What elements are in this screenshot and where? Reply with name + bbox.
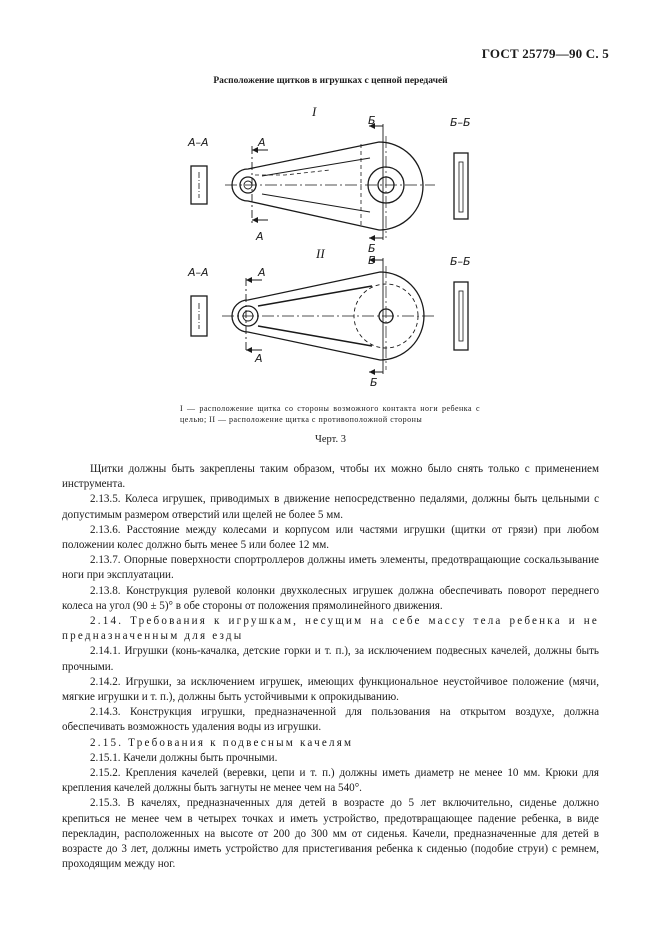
- label-a-bottom-2: А: [255, 352, 263, 365]
- paragraph: 2.15.1. Качели должны быть прочными.: [90, 751, 278, 764]
- label-section-bb-2: Б–Б: [450, 255, 471, 268]
- figure-caption: I — расположение щитка со стороны возможного контакта ноги ребенка с целью; II — расположение щитка с противоположной стороны: [180, 404, 480, 424]
- paragraph: 2.14.1. Игрушки (конь-качалка, детские горки и т. п.), за исключением подвесных качелей, должны быть прочными.: [62, 645, 599, 673]
- page-header: ГОСТ 25779—90 С. 5: [481, 46, 609, 61]
- label-b-top-1: Б: [368, 114, 376, 127]
- paragraph: 2.13.6. Расстояние между колесами и корпусом или частями игрушки (щитки от грязи) при любом положении колес должно быть менее 5 или более 12 мм.: [62, 523, 599, 552]
- label-roman-2: II: [316, 246, 325, 261]
- paragraph: 2.14.3. Конструкция игрушки, предназначенной для пользования на открытом воздухе, должна обеспечивать возможность удаления воды из игрушки.: [62, 706, 599, 734]
- drawing-variant-1: [191, 123, 468, 241]
- label-a-top-1: А: [258, 136, 266, 149]
- paragraph: 2.13.5. Колеса игрушек, приводимых в движение непосредственно педалями, должны быть цельными с допустимым размером отверстий или щелей не более 5 мм.: [62, 493, 599, 521]
- section-heading: 2.15. Требования к подвесным качелям: [90, 736, 354, 749]
- figure-title: Расположение щитков в игрушках с цепной передачей: [213, 76, 448, 86]
- section-bb-rect-2: [454, 282, 468, 350]
- drawing-variant-2: [191, 257, 468, 375]
- paragraph: 2.14.2. Игрушки, за исключением игрушек, имеющих функциональное неустойчивое положение (мячи, мягкие игрушки и т. п.), должны быть устойчивыми к опрокидыванию.: [62, 675, 599, 704]
- figure-number: Черт. 3: [315, 434, 346, 445]
- section-heading: 2.14. Требования к игрушкам, несущим на себе массу тела ребенка и не предназначенным для езды: [62, 615, 599, 643]
- paragraph: 2.15.3. В качелях, предназначенных для детей в возрасте до 5 лет включительно, сиденье должно крепиться не менее чем в четырех точках и иметь устройство, предотвращающее падение ребенка, в виде перекладин, расположенных на высоте от 200 до 300 мм от сиденья. Качели, предназначенные для детей в возрасте до 3 лет, должны иметь устройство для пристегивания ребенка к сиденью (подобие струи) с ремнем, проходящим между ног.: [62, 797, 599, 871]
- label-b-bottom-1: Б: [368, 242, 376, 255]
- paragraph: 2.13.7. Опорные поверхности спортроллеров должны иметь элементы, предотвращающие соскальзывание ноги при эксплуатации.: [62, 554, 599, 582]
- section-bb-rect-1: [454, 153, 468, 219]
- label-section-bb-1: Б–Б: [450, 116, 471, 129]
- label-section-aa-1: А–А: [188, 136, 209, 149]
- label-section-aa-2: А–А: [188, 266, 209, 279]
- paragraph: 2.13.8. Конструкция рулевой колонки двухколесных игрушек должна обеспечивать поворот переднего колеса на угол (90 ± 5)° в обе стороны от положения прямолинейного движения.: [62, 584, 599, 612]
- body-text: [62, 462, 599, 872]
- paragraph: Щитки должны быть закреплены таким образом, чтобы их можно было снять только с применением инструмента.: [62, 463, 599, 491]
- label-b-bottom-2: Б: [370, 376, 378, 389]
- label-a-top-2: А: [258, 266, 266, 279]
- label-b-top-2: Б: [368, 254, 376, 267]
- label-roman-1: I: [312, 104, 317, 119]
- label-a-bottom-1: А: [256, 230, 264, 243]
- technical-drawing: [0, 95, 661, 400]
- paragraph: 2.15.2. Крепления качелей (веревки, цепи и т. п.) должны иметь диаметр не менее 10 мм. Крюки для крепления качелей должны быть загнуты не менее чем на 540°.: [62, 767, 599, 795]
